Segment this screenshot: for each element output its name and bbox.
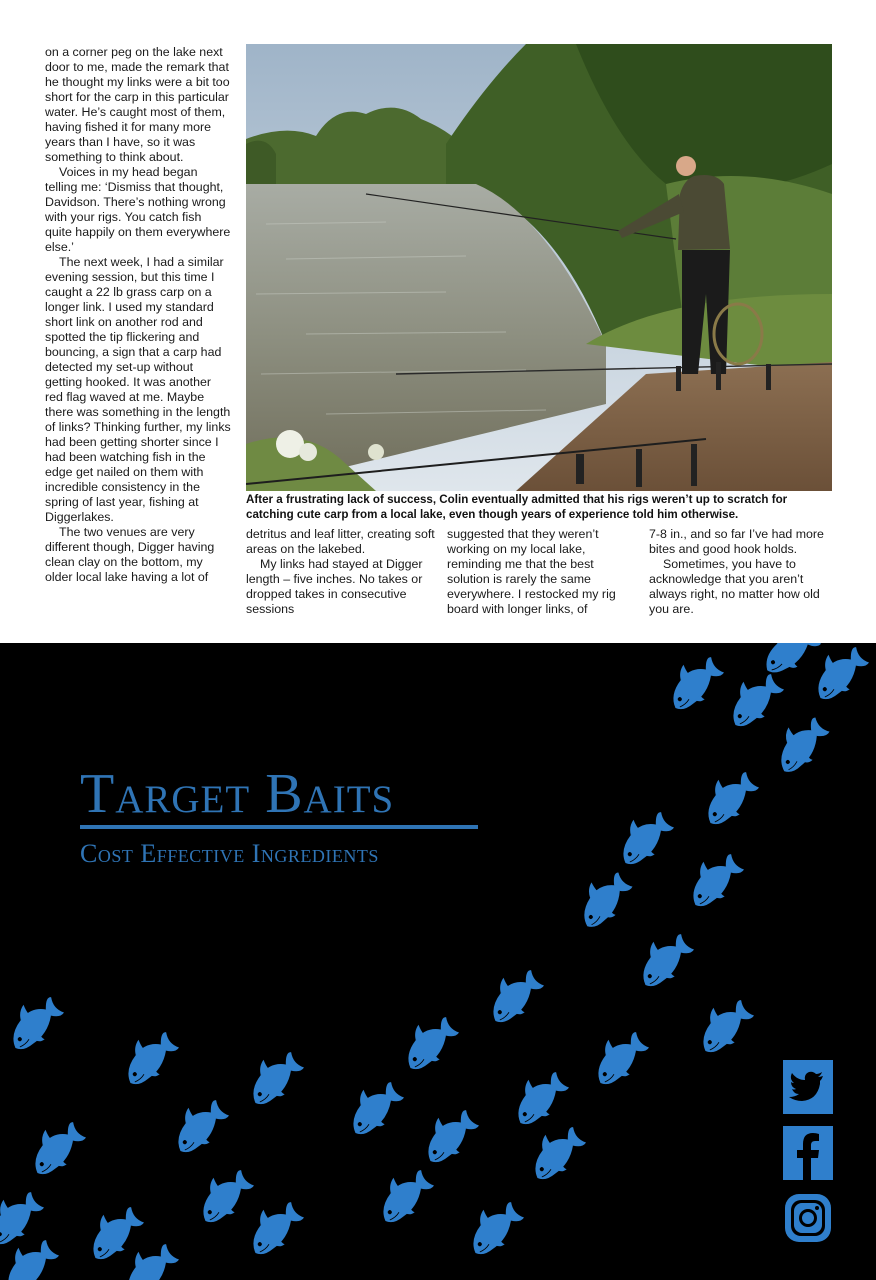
fish-icon (657, 648, 729, 717)
article-column-1 (45, 45, 231, 585)
fish-icon (392, 1008, 464, 1077)
target-baits-advert[interactable] (0, 643, 876, 1280)
fish-icon (677, 845, 749, 914)
fish-icon (567, 864, 638, 935)
fish-icon (412, 1101, 484, 1170)
fish-icon (764, 709, 835, 780)
fish-icon (0, 988, 69, 1057)
article-paragraph: Voices in my head began telling me: ‘Dismiss that thought, Davidson. There’s nothing wrong with your rigs. You catch fish quite happily on them everywhere else.’ (45, 165, 231, 254)
fish-icon (162, 1091, 234, 1160)
fish-icon (367, 1161, 439, 1230)
article-paragraph: 7-8 in., and so far I’ve had more bites and good hook holds. (649, 527, 824, 556)
article-paragraph: detritus and leaf litter, creating soft areas on the lakebed. (246, 527, 435, 556)
fish-icon (687, 991, 759, 1060)
brand-underline (80, 825, 478, 829)
fish-icon (187, 1161, 259, 1230)
article-paragraph: suggested that they weren’t working on my local lake, reminding me that the best solution is rarely the same everywhere. I restocked my rig board with longer links, of (447, 527, 616, 616)
fish-icon (582, 1023, 654, 1092)
brand-name: Target Baits (80, 763, 395, 825)
angler-at-lake-image (246, 44, 832, 491)
instagram-icon[interactable] (783, 1191, 833, 1245)
fish-icon (337, 1073, 409, 1142)
fish-icon (627, 925, 699, 994)
article-paragraph: on a corner peg on the lake next door to me, made the remark that he thought my links were a bit too short for the carp in this particular water. He’s caught most of them, having fished it for many more years than I have, so it was something to think about. (45, 45, 230, 164)
brand-logo (80, 763, 480, 871)
fish-icon (19, 1113, 91, 1182)
article-paragraph: Sometimes, you have to acknowledge that you aren’t always right, no matter how old you are. (649, 557, 820, 616)
article-column-2 (246, 527, 436, 617)
fishing-photo (246, 44, 832, 491)
article-paragraph: My links had stayed at Digger length – five inches. No takes or dropped takes in consecutive sessions (246, 557, 423, 616)
article-paragraph: The two venues are very different though, Digger having clean clay on the bottom, my older local lake having a lot of (45, 525, 215, 584)
article-column-4 (649, 527, 839, 617)
fish-icon (112, 1023, 184, 1092)
facebook-icon[interactable] (783, 1126, 833, 1180)
fish-icon (753, 643, 825, 681)
article-paragraph: The next week, I had a similar evening session, but this time I caught a 22 lb grass carp on a longer link. I used my standard short link on another rod and spotted the tip flickering and bouncing, a sign that a carp had detected my set-up without getting hooked. It was another red flag waved at me. Maybe there was something in the length of links? Thinking further, my links had been getting shorter since I had been watching fish in the edge get nailed on them with incredible consistency in the spring of last year, fishing at Diggerlakes. (45, 255, 231, 524)
twitter-icon[interactable] (783, 1060, 833, 1114)
article-column-3 (447, 527, 637, 617)
fish-pattern (0, 643, 876, 1280)
fish-icon (0, 1183, 49, 1252)
fish-icon (607, 803, 679, 872)
photo-caption: After a frustrating lack of success, Colin eventually admitted that his rigs weren’t up to scratch for catching cute carp from a local lake, even though years of experience told him otherwise. (246, 493, 788, 521)
fish-icon (802, 643, 874, 707)
fish-icon (457, 1193, 529, 1262)
fish-icon (237, 1193, 309, 1262)
fish-icon (692, 763, 764, 832)
brand-tagline: Cost Effective Ingredients (80, 839, 379, 868)
fish-icon (477, 961, 549, 1030)
fish-icon (717, 665, 789, 734)
fish-icon (502, 1063, 574, 1132)
fish-icon (237, 1043, 309, 1112)
fish-icon (519, 1118, 591, 1187)
